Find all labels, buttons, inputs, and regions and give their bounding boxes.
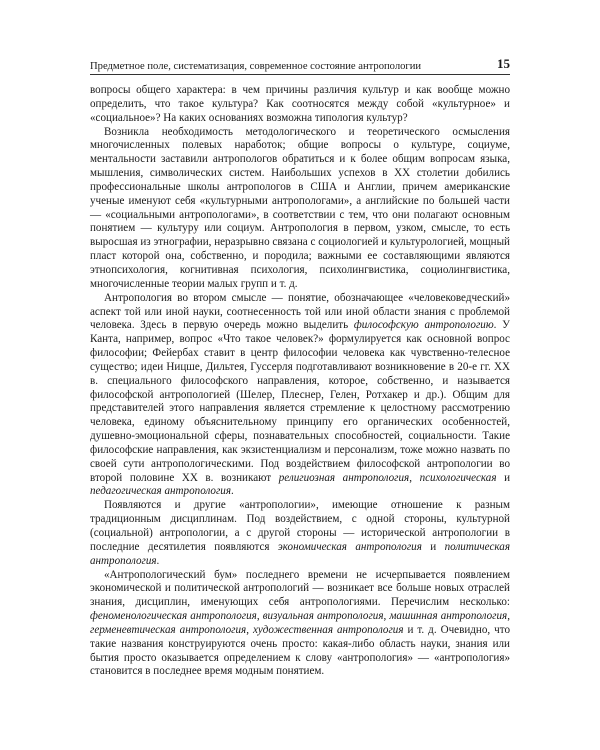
text-run: вопросы общего характера: в чем причины различия культур и как вообще можно определить, что такое культура? Как соотносятся между собой «культурное» и «социальное»? На каких основаниях возможна типология культур? bbox=[90, 84, 510, 124]
page-body bbox=[90, 84, 510, 679]
paragraph bbox=[90, 499, 510, 568]
paragraph bbox=[90, 126, 510, 292]
text-run: и bbox=[496, 471, 511, 484]
italic-term: художественная антропология bbox=[252, 623, 404, 636]
text-run: , bbox=[246, 623, 253, 636]
italic-term: машинная антропология bbox=[389, 610, 508, 623]
paragraph bbox=[90, 84, 510, 126]
text-run: , bbox=[507, 610, 510, 623]
paragraph bbox=[90, 292, 510, 500]
italic-term: герменевтическая антропология bbox=[90, 623, 247, 636]
text-run: и bbox=[421, 540, 445, 553]
text-run: Появляются и другие «антропологии», имеющие отношение к разным традиционным дисциплинам. Под воздействием, с одной стороны, культурной (социальной) антропологии, а с другой стороны — исторической антропологии в последние десятилетия появляются bbox=[90, 499, 510, 553]
paragraph bbox=[90, 569, 510, 680]
text-run: , bbox=[383, 610, 390, 623]
italic-term: феноменологическая антропология bbox=[90, 610, 257, 623]
text-run: . bbox=[231, 485, 234, 498]
italic-term: визуальная антропология bbox=[262, 610, 384, 623]
italic-term: психологическая bbox=[419, 471, 497, 484]
text-run: «Антропологический бум» последнего времени не исчерпывается появлением экономической и политической антропологий — возникает все больше новых отраслей знания, дисциплин, именующих себя антропологиями. Перечислим несколько: bbox=[90, 568, 510, 609]
text-run: Антропология во втором смысле — понятие, обозначающее «человековедческий» аспект той или иной науки, соотнесенность той или иной области знания с проблемой человека. Здесь в первую очередь можно выделить bbox=[90, 291, 510, 332]
text-run: . bbox=[156, 554, 160, 567]
text-run: , bbox=[256, 610, 263, 623]
text-run: и т. д. Очевидно, что такие названия конструируются очень просто: какая-либо область науки, знания или бытия просто оказывается определением к слову «антропология» — «антропология» становится в последнее время модным понятием. bbox=[90, 623, 510, 678]
text-run: , bbox=[409, 471, 420, 484]
page-header bbox=[90, 50, 510, 75]
italic-term: экономическая антропология bbox=[277, 540, 422, 553]
text-run: Возникла необходимость методологического и теоретического осмысления многочисленных полевых наработок; общие вопросы о культуре, социуме, ментальности заставили антропологов обратиться и к более общим вопросам языка, мышления, символических систем. Наибольших успехов в XX столетии добились профессиональные школы антропологов в США и Англии, причем американские ученые именуют себя «культурными антропологами», а английские по большей части — «социальными антропологами», в соответствии с тем, что они полагают основным понятием — культуру или социум. Антропология в первом, узком, смысле, то есть выросшая из этнографии, неразрывно связана с социологией и культурологией, мощный пласт которой она, собственно, и породила; важными ее составляющими являются этнопсихология, когнитивная психология, психолингвистика, социолингвистика, многочисленные теории малых групп и т. д. bbox=[90, 125, 510, 290]
page-number: 15 bbox=[497, 56, 510, 71]
italic-term: религиозная антропология bbox=[278, 471, 410, 484]
text-run: . У Канта, например, вопрос «Что такое человек?» формулируется как основной вопрос философии; Фейербах ставит в центр философии человека как чувственно-телесное существо; идеи Ницше, Дильтея, Гуссерля подготавливают возникновение в 20-е гг. XX в. специального философского направления, которое, собственно, и называется философской антропологией (Шелер, Плеснер, Гелен, Ротхакер и др.). Общим для представителей этого направления является стремление к целостному рассмотрению человека, единому объяснительному принципу его органических особенностей, душевно-эмоциональной сферы, познавательных способностей, социальности. Такие философские направления, как экзистенциализм и персонализм, тоже можно назвать по своей сути антропологическими. Под воздействием философской антропологии во второй половине XX в. возникают bbox=[90, 319, 510, 484]
italic-term: педагогическая антропология bbox=[90, 485, 232, 498]
italic-term: философскую антропологию bbox=[353, 319, 494, 332]
italic-term: политическая антропология bbox=[90, 540, 510, 567]
running-title: Предметное поле, систематизация, современное состояние антропологии bbox=[90, 61, 422, 72]
